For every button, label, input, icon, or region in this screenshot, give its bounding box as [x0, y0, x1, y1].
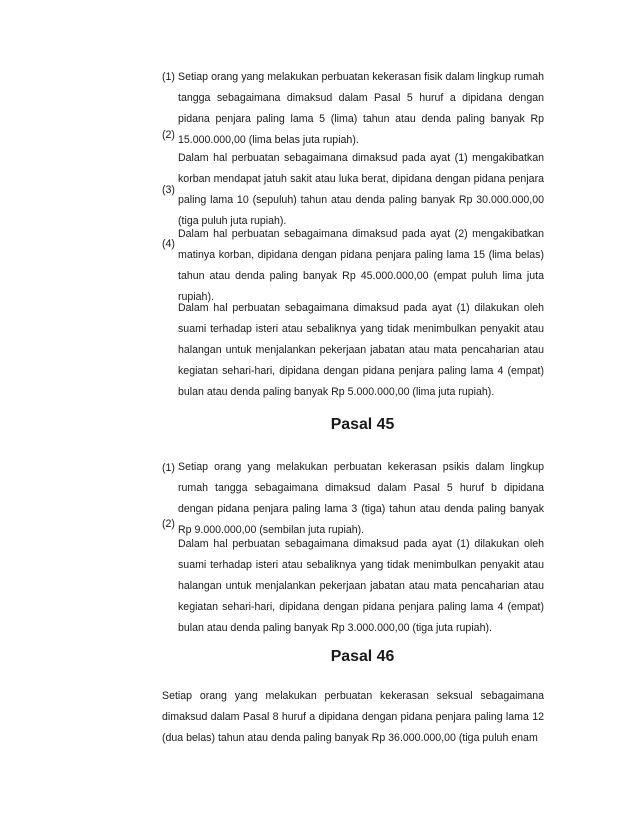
pasal46-heading: Pasal 46 [330, 648, 395, 665]
item-number: (2) [162, 518, 175, 530]
item-number: (1) [162, 462, 175, 474]
pasal44-item-3-text: Dalam hal perbuatan sebagaimana dimaksud pada ayat (2) mengakibatkan matinya korban, dipidana dengan pidana penjara paling lama 15 (lima belas) tahun atau denda paling banyak Rp 45.000.000,00 (empat puluh lima juta rupiah). [178, 228, 544, 303]
item-number: (1) [162, 71, 175, 83]
pasal45-item-2-text: Dalam hal perbuatan sebagaimana dimaksud pada ayat (1) dilakukan oleh suami terhadap isteri atau sebaliknya yang tidak menimbulkan penyakit atau halangan untuk menjalankan pekerjaan jabatan atau mata pencaharian atau kegiatan sehari-hari, dipidana dengan pidana penjara paling lama 4 (empat) bulan atau denda paling banyak Rp 3.000.000,00 (tiga juta rupiah). [178, 538, 544, 634]
item-number: (4) [162, 238, 175, 250]
pasal44-item-4-text: Dalam hal perbuatan sebagaimana dimaksud pada ayat (1) dilakukan oleh suami terhadap isteri atau sebaliknya yang tidak menimbulkan penyakit atau halangan untuk menjalankan pekerjaan jabatan atau mata pencaharian atau kegiatan sehari-hari, dipidana dengan pidana penjara paling lama 4 (empat) bulan atau denda paling banyak Rp 5.000.000,00 (lima juta rupiah). [178, 302, 544, 398]
item-number: (2) [162, 129, 175, 141]
pasal44-item-1-text: Setiap orang yang melakukan perbuatan kekerasan fisik dalam lingkup rumah tangga sebagaimana dimaksud dalam Pasal 5 huruf a dipidana dengan pidana penjara paling lama 5 (lima) tahun atau denda paling banyak Rp 15.000.000,00 (lima belas juta rupiah). [178, 71, 544, 146]
pasal45-heading: Pasal 45 [330, 416, 395, 433]
pasal45-item-1-text: Setiap orang yang melakukan perbuatan kekerasan psikis dalam lingkup rumah tangga sebagaimana dimaksud dalam Pasal 5 huruf b dipidana dengan pidana penjara paling lama 3 (tiga) tahun atau denda paling banyak Rp 9.000.000,00 (sembilan juta rupiah). [178, 461, 544, 536]
pasal46-text: Setiap orang yang melakukan perbuatan kekerasan seksual sebagaimana dimaksud dalam Pasal 8 huruf a dipidana dengan pidana penjara paling lama 12 (dua belas) tahun atau denda paling banyak Rp 36.000.000,00 (tiga puluh enam [162, 690, 544, 744]
item-number: (3) [162, 184, 175, 196]
pasal44-item-2-text: Dalam hal perbuatan sebagaimana dimaksud pada ayat (1) mengakibatkan korban mendapat jatuh sakit atau luka berat, dipidana dengan pidana penjara paling lama 10 (sepuluh) tahun atau denda paling banyak Rp 30.000.000,00 (tiga puluh juta rupiah). [178, 152, 544, 227]
